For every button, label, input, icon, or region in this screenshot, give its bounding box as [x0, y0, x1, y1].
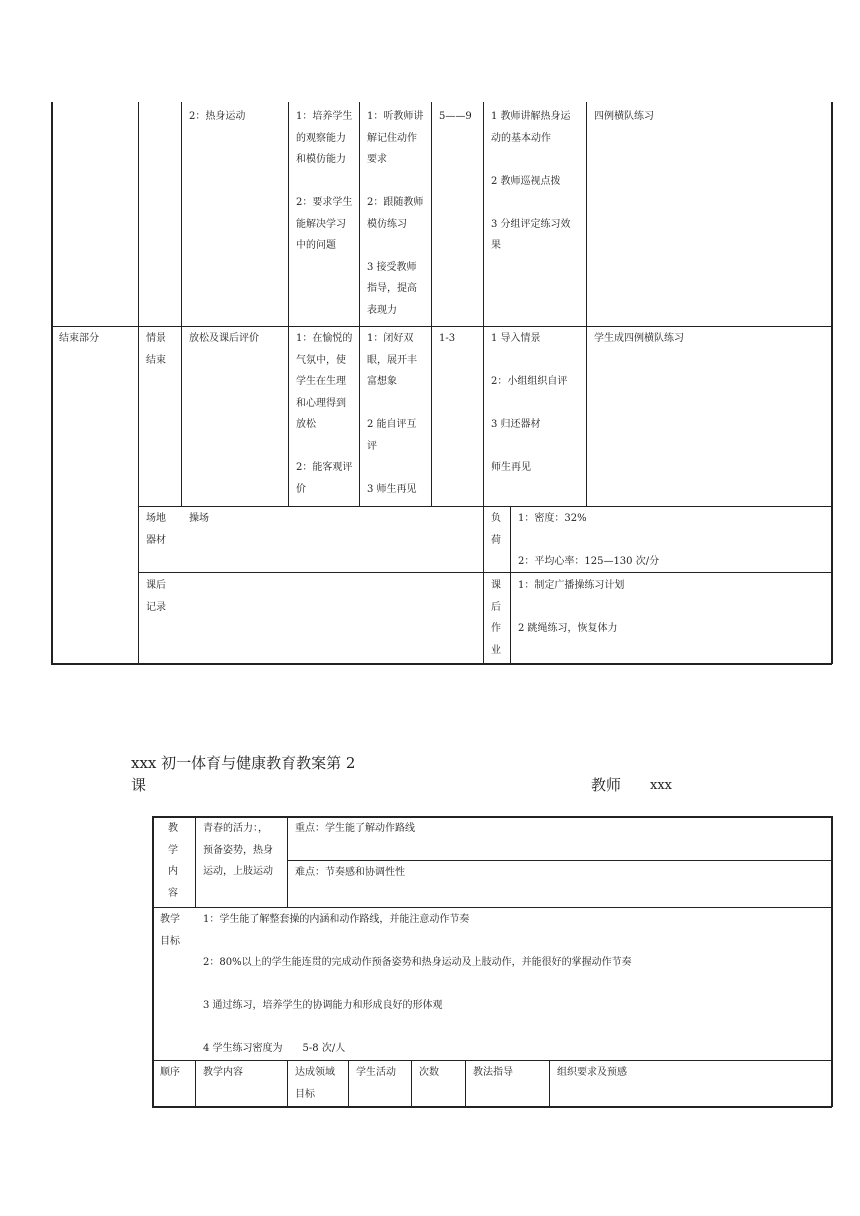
- difficulty-point: 难点：节奏感和协调性性: [295, 867, 405, 878]
- homework-value: 1：制定广播操练习计划 2 跳绳练习，恢复体力: [518, 580, 625, 634]
- header-guidance: 教法指导: [473, 1067, 513, 1078]
- ending-guidance: 1 导入情景 2：小组组织自评 3 归还器材 师生再见: [491, 333, 568, 473]
- header-organization: 组织要求及预感: [557, 1067, 627, 1078]
- header-goals: 达成领域 目标: [295, 1067, 335, 1100]
- record-label: 课后 记录: [146, 580, 166, 613]
- lesson-title-line1: xxx 初一体育与健康教育教案第 2: [131, 754, 356, 772]
- objective-item: 3 通过练习，培养学生的协调能力和形成良好的形体观: [203, 1000, 443, 1011]
- header-count: 次数: [419, 1067, 439, 1078]
- teacher-label: 教师: [591, 776, 622, 794]
- ending-content: 放松及课后评价: [189, 333, 259, 344]
- load-label: 负 荷: [491, 513, 501, 546]
- ending-section-label: 结束部分: [59, 333, 99, 344]
- header-content: 教学内容: [203, 1067, 243, 1078]
- teacher-name: xxx: [650, 778, 672, 793]
- objectives-label: 教学 目标: [160, 914, 180, 947]
- lesson-title-line2: 课: [131, 776, 147, 794]
- objective-item: 1：学生能了解整套操的内涵和动作路线，并能注意动作节奏: [203, 914, 470, 925]
- objective-item: 2：80%以上的学生能连贯的完成动作预备姿势和热身运动及上肢动作，并能很好的掌握动作节奏: [203, 957, 632, 968]
- ending-organization: 学生成四例横队练习: [594, 333, 684, 344]
- header-activities: 学生活动: [356, 1067, 396, 1078]
- load-value: 1：密度：32% 2：平均心率：125—130 次/分: [518, 513, 660, 567]
- ending-part: 情景 结束: [146, 333, 166, 366]
- header-order: 顺序: [160, 1067, 180, 1078]
- objective-item: 4 学生练习密度为 5-8 次/人: [203, 1043, 346, 1054]
- content-value: 青春的活力：， 预备姿势，热身 运动，上肢运动: [203, 823, 273, 877]
- warmup-goals: 1：培养学生 的观察能力 和模仿能力 2：要求学生 能解决学习 中的问题: [296, 111, 353, 251]
- homework-label: 课 后 作 业: [491, 580, 501, 656]
- warmup-guidance: 1 教师讲解热身运 动的基本动作 2 教师巡视点拨 3 分组评定练习效 果: [491, 111, 571, 251]
- key-point: 重点：学生能了解动作路线: [295, 823, 415, 834]
- ending-activities: 1：闭好双 眼，展开丰 富想象 2 能自评互 评 3 师生再见: [367, 333, 417, 495]
- venue-label: 场地 器材: [146, 513, 166, 546]
- content-label: 教 学 内 容: [168, 823, 178, 899]
- venue-value: 操场: [189, 513, 209, 524]
- warmup-activities: 1：听教师讲 解记住动作 要求 2：跟随教师 模仿练习 3 接受教师 指导，提高 表现力: [367, 111, 424, 316]
- ending-count: 1-3: [439, 333, 456, 344]
- warmup-content: 2：热身运动: [189, 111, 246, 122]
- warmup-count: 5——9: [439, 111, 472, 122]
- warmup-organization: 四例横队练习: [594, 111, 654, 122]
- ending-goals: 1：在愉悦的 气氛中，使 学生在生理 和心理得到 放松 2：能客观评 价: [296, 333, 353, 495]
